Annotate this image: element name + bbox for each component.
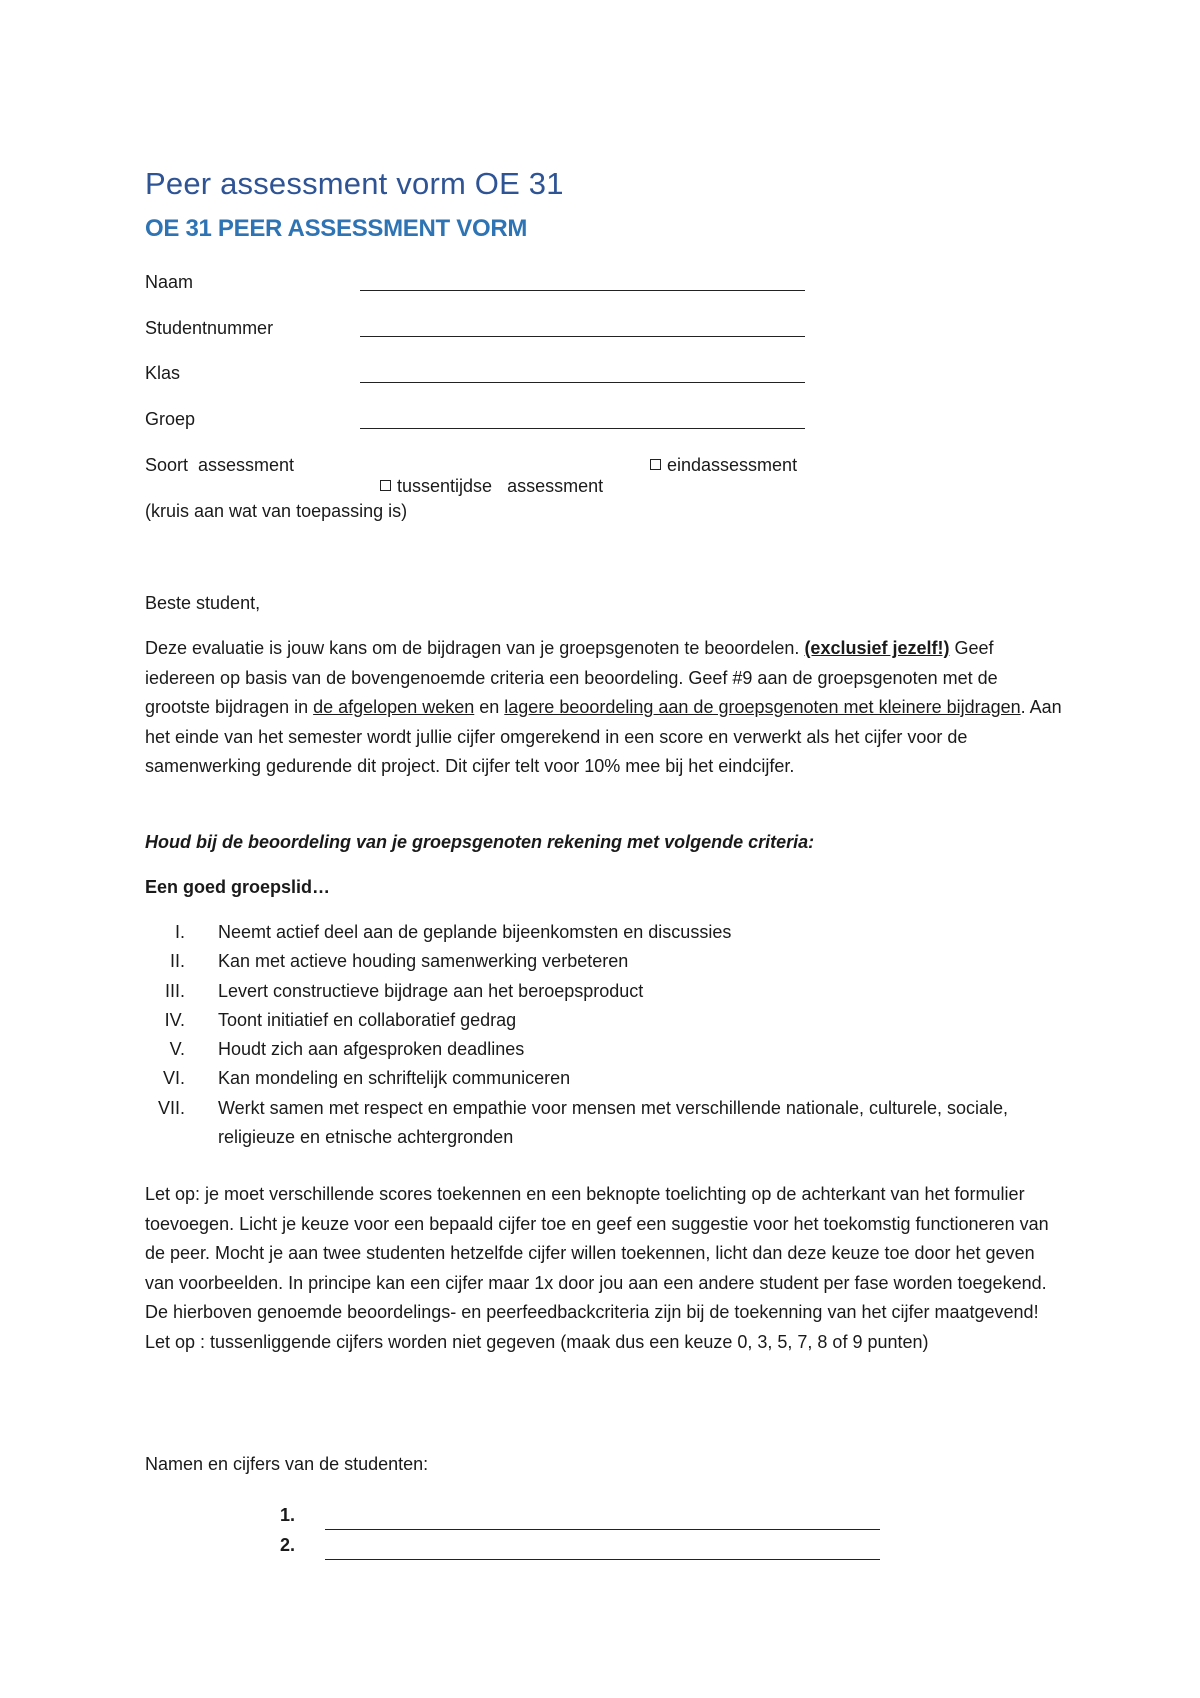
list-item-text: Kan mondeling en schriftelijk communiceren xyxy=(218,1068,571,1089)
assessment-type-label: Soort assessment xyxy=(145,455,295,475)
field-label-naam: Naam xyxy=(145,272,194,292)
note-scores-paragraph: Let op : tussenliggende cijfers worden niet gegeven (maak dus een keuze 0, 3, 5, 7, 8 of 9 punten) xyxy=(145,1331,929,1352)
criteria-heading: Houd bij de beoordeling van je groepsgenoten rekening met volgende criteria: xyxy=(145,832,815,852)
field-label-groep: Groep xyxy=(145,409,196,429)
intro-lagere-beoordeling: lagere beoordeling aan de groepsgenoten met kleinere bijdragen xyxy=(504,697,1021,717)
list-item-text: Levert constructieve bijdrage aan het beroepsproduct xyxy=(218,980,644,1001)
list-item-number: VI. xyxy=(162,1068,185,1089)
list-item xyxy=(145,1035,1065,1064)
good-member-heading: Een goed groepslid… xyxy=(145,877,331,897)
list-item xyxy=(145,918,1065,947)
studentnummer-input-line[interactable] xyxy=(360,336,805,337)
groep-input-line[interactable] xyxy=(360,428,805,429)
student-names-list xyxy=(280,1500,880,1560)
list-item xyxy=(145,1094,1065,1153)
page-subtitle: OE 31 PEER ASSESSMENT VORM xyxy=(145,215,528,242)
student-line-number: 2. xyxy=(280,1535,296,1555)
intro-exclusief: (exclusief jezelf!) xyxy=(804,638,950,658)
student-name-input-line[interactable] xyxy=(325,1539,880,1560)
criteria-list xyxy=(145,918,1065,1152)
list-item-text: Toont initiatief en collaboratief gedrag xyxy=(218,1009,517,1030)
list-item xyxy=(145,1064,1065,1093)
list-item-text: Neemt actief deel aan de geplande bijeenkomsten en discussies xyxy=(218,922,732,942)
list-item-number: IV. xyxy=(164,1009,185,1030)
list-item-number: III. xyxy=(164,980,185,1001)
greeting: Beste student, xyxy=(145,593,261,613)
option-tussentijds-label: tussentijdse assessment xyxy=(397,476,604,496)
option-eind-label: eindassessment xyxy=(667,455,798,475)
list-item-text: Kan met actieve houding samenwerking verbeteren xyxy=(218,951,629,972)
option-eind[interactable] xyxy=(650,455,797,476)
field-label-studentnummer: Studentnummer xyxy=(145,318,274,338)
checkbox-tussentijds[interactable] xyxy=(380,480,391,491)
klas-input-line[interactable] xyxy=(360,382,805,383)
checkbox-eind[interactable] xyxy=(650,459,661,470)
intro-text-3: en xyxy=(474,697,505,717)
page-title: Peer assessment vorm OE 31 xyxy=(145,166,564,201)
list-item-text: Werkt samen met respect en empathie voor mensen met verschillende nationale, culturele, sociale, religieuze en etnische achtergronden xyxy=(218,1097,1009,1148)
list-item-text: Houdt zich aan afgesproken deadlines xyxy=(218,1039,525,1060)
student-line[interactable] xyxy=(280,1530,880,1560)
list-item-number: I. xyxy=(174,922,185,942)
list-item-number: V. xyxy=(169,1039,185,1060)
student-line-number: 1. xyxy=(280,1505,296,1525)
list-item xyxy=(145,947,1065,976)
student-line[interactable] xyxy=(280,1500,880,1530)
intro-text-4: . Aan het einde van het semester wordt jullie cijfer omgerekend in een score en verwerkt als het cijfer voor de samenwerking gedurende dit project. Dit cijfer telt voor 10% mee bij het eindcijfer. xyxy=(145,697,1062,776)
field-label-klas: Klas xyxy=(145,363,181,383)
list-item-number: II. xyxy=(169,951,185,972)
naam-input-line[interactable] xyxy=(360,290,805,291)
list-item xyxy=(145,977,1065,1006)
note-paragraph: Let op: je moet verschillende scores toekennen en een beknopte toelichting op de achterkant van het formulier toevoegen. Licht je keuze voor een bepaald cijfer toe en geef een suggestie voor het toekomstig functioneren van de peer. Mocht je aan twee studenten hetzelfde cijfer willen toekennen, licht dan deze keuze toe door het geven van voorbeelden. In principe kan een cijfer maar 1x door jou aan een andere student per fase worden toegekend. xyxy=(145,1184,1049,1293)
list-item-number: VII. xyxy=(157,1097,185,1118)
student-name-input-line[interactable] xyxy=(325,1509,880,1530)
intro-paragraph xyxy=(145,634,1065,782)
list-item xyxy=(145,1006,1065,1035)
intro-afgelopen-weken: de afgelopen weken xyxy=(313,697,475,717)
assessment-hint: (kruis aan wat van toepassing is) xyxy=(145,501,408,521)
names-heading: Namen en cijfers van de studenten: xyxy=(145,1454,429,1474)
intro-text-2: Geef iedereen op basis van de bovengenoemde criteria een beoordeling. Geef #9 aan de groepsgenoten met de grootste bijdragen in xyxy=(145,638,998,717)
note-criteria-paragraph: De hierboven genoemde beoordelings- en peerfeedbackcriteria zijn bij de toekenning van het cijfer maatgevend! xyxy=(145,1302,1039,1322)
notes-block xyxy=(145,1180,1065,1357)
intro-text: Deze evaluatie is jouw kans om de bijdragen van je groepsgenoten te beoordelen. xyxy=(145,638,805,658)
